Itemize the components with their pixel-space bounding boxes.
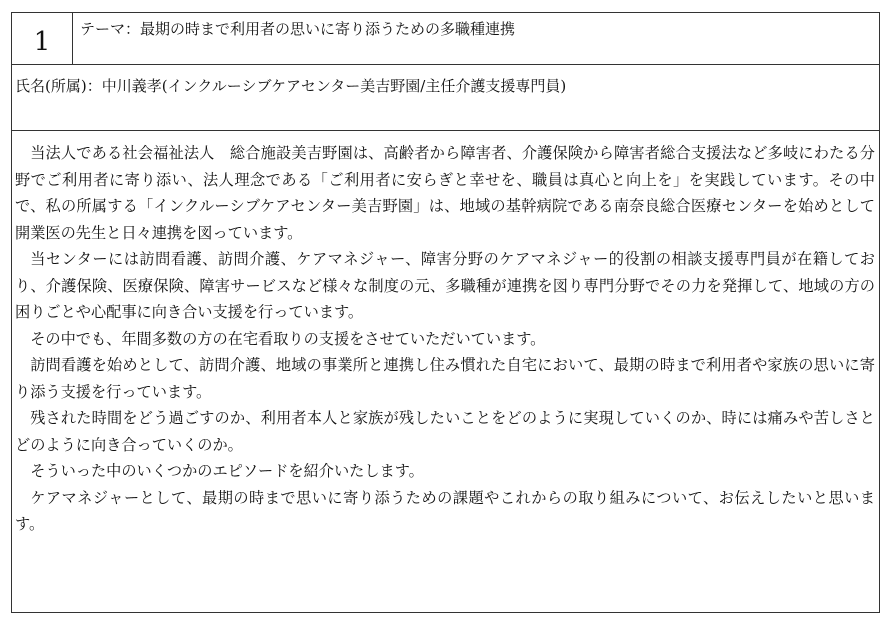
abstract-body: [15, 140, 875, 538]
body-paragraph: 訪問看護を始めとして、訪問介護、地域の事業所と連携し住み慣れた自宅において、最期の時まで利用者や家族の思いに寄り添う支援を行っています。: [15, 356, 875, 401]
body-paragraph: その中でも、年間多数の方の在宅看取りの支援をさせていただいています。: [30, 329, 546, 348]
abstract-form: [11, 12, 880, 613]
author-row: [12, 65, 879, 131]
body-paragraph: 残された時間をどう過ごすのか、利用者本人と家族が残したいことをどのように実現していくのか、時には痛みや苦しさとどのように向き合っていくのか。: [15, 409, 875, 454]
header-row: [12, 13, 879, 65]
body-paragraph: ケアマネジャーとして、最期の時まで思いに寄り添うための課題やこれからの取り組みについて、お伝えしたいと思います。: [15, 488, 875, 533]
theme-title: テーマ：最期の時まで利用者の思いに寄り添うための多職種連携: [80, 20, 516, 38]
entry-number: 1: [12, 13, 73, 64]
body-paragraph: そういった中のいくつかのエピソードを紹介いたします。: [30, 462, 424, 480]
body-paragraph: 当法人である社会福祉法人 総合施設美吉野園は、高齢者から障害者、介護保険から障害者総合支援法など多岐にわたる分野でご利用者に寄り添い、法人理念である「ご利用者に安らぎと幸せを、職員は真心と向上を」を実践しています。その中で、私の所属する「インクルーシブケアセンター美吉野園」は、地域の基幹病院である南奈良総合医療センターを始めとして開業医の先生と日々連携を図っています。: [15, 144, 875, 242]
body-paragraph: 当センターには訪問看護、訪問介護、ケアマネジャー、障害分野のケアマネジャー的役割の相談支援専門員が在籍しており、介護保険、医療保険、障害サービスなど様々な制度の元、多職種が連携を図り専門分野でその力を発揮して、地域の方の困りごとや心配事に向き合い支援を行っています。: [15, 250, 875, 321]
author-affiliation: 氏名(所属)：中川義孝(インクルーシブケアセンター美吉野園/主任介護支援専門員): [15, 77, 567, 95]
